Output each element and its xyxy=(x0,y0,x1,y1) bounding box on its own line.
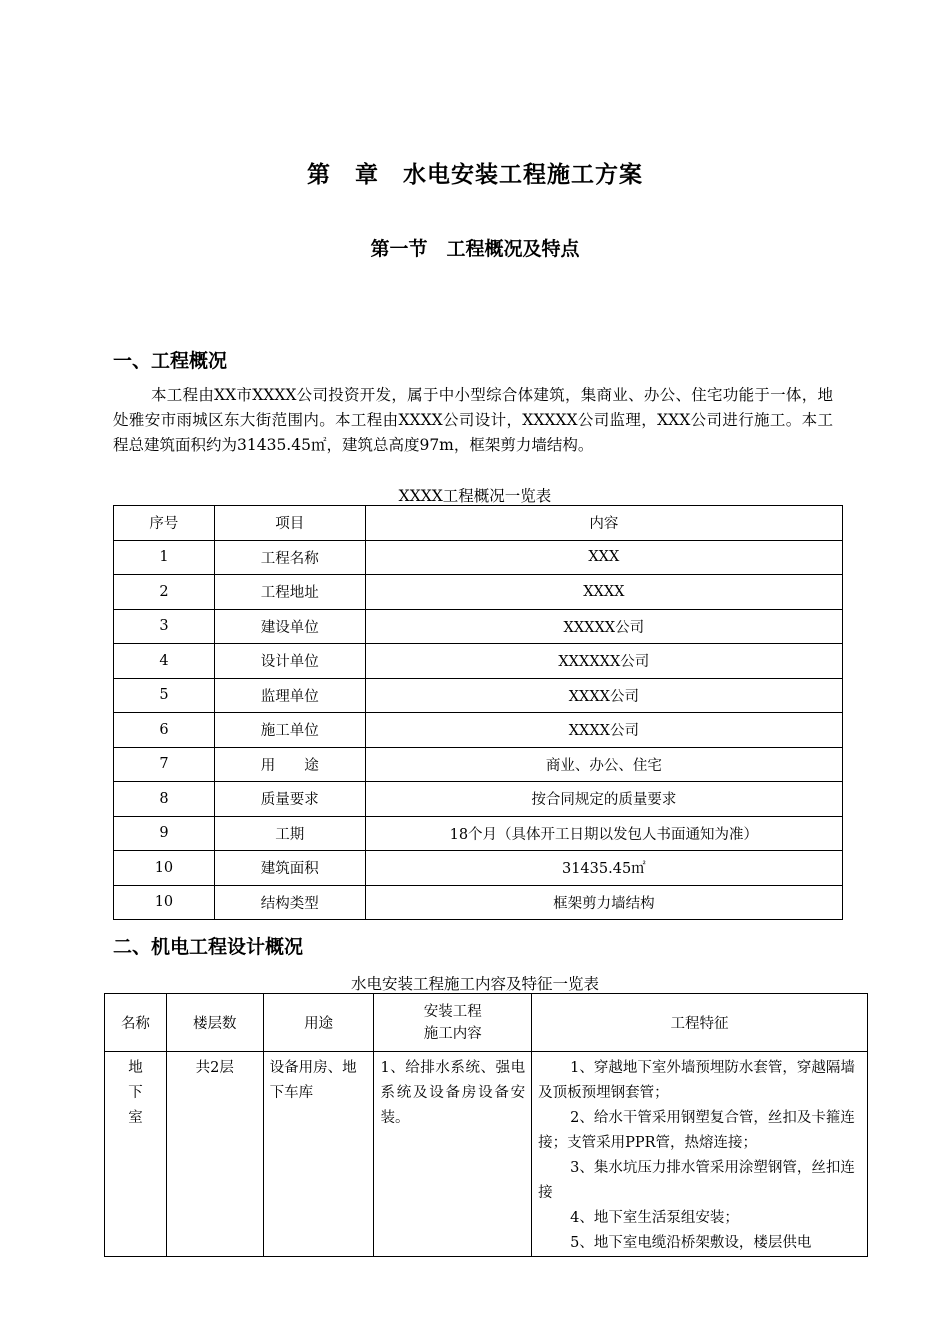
index-cell: 1 xyxy=(114,540,215,575)
item-cell: 工程名称 xyxy=(214,540,365,575)
table2-cell-name: 地 下 室 xyxy=(105,1052,167,1257)
index-cell: 9 xyxy=(114,816,215,851)
table-row xyxy=(114,747,843,782)
content-cell: 商业、办公、住宅 xyxy=(365,747,842,782)
table2-cell-floors: 共2层 xyxy=(166,1052,263,1257)
item-cell: 工期 xyxy=(214,816,365,851)
index-cell: 2 xyxy=(114,575,215,610)
table2-header-floors: 楼层数 xyxy=(166,994,263,1052)
item-cell: 施工单位 xyxy=(214,713,365,748)
table1-header-index-cell: 序号 xyxy=(114,506,215,541)
feature-line: 1、穿越地下室外墙预埋防水套管，穿越隔墙及顶板预埋钢套管； xyxy=(538,1060,855,1101)
heading-project-overview: 一、工程概况 xyxy=(113,350,228,372)
item-cell: 结构类型 xyxy=(214,885,365,920)
content-cell: XXXXX公司 xyxy=(365,609,842,644)
index-cell: 7 xyxy=(114,747,215,782)
table-row xyxy=(114,851,843,886)
item-cell: 质量要求 xyxy=(214,782,365,817)
table-row xyxy=(114,713,843,748)
table-row xyxy=(114,644,843,679)
feature-line: 5、地下室电缆沿桥架敷设，楼层供电 xyxy=(570,1235,812,1251)
table2-header-use: 用途 xyxy=(263,994,374,1052)
content-cell: XXXX公司 xyxy=(365,713,842,748)
index-cell: 6 xyxy=(114,713,215,748)
section-title: 第一节 工程概况及特点 xyxy=(370,238,580,260)
content-cell: XXXX公司 xyxy=(365,678,842,713)
item-cell: 工程地址 xyxy=(214,575,365,610)
feature-line: 2、给水干管采用钢塑复合管，丝扣及卡箍连接；支管采用PPR管，热熔连接； xyxy=(538,1110,855,1151)
table-row xyxy=(114,816,843,851)
index-cell: 5 xyxy=(114,678,215,713)
item-cell: 监理单位 xyxy=(214,678,365,713)
table1-header-row xyxy=(114,506,843,541)
content-cell: 31435.45㎡ xyxy=(365,851,842,886)
item-cell: 设计单位 xyxy=(214,644,365,679)
content-cell: 18个月（具体开工日期以发包人书面通知为准） xyxy=(365,816,842,851)
feature-line: 4、地下室生活泵组安装； xyxy=(570,1210,739,1226)
index-cell: 3 xyxy=(114,609,215,644)
table2-header-features: 工程特征 xyxy=(532,994,868,1052)
content-cell: 按合同规定的质量要求 xyxy=(365,782,842,817)
content-cell: XXXXXX公司 xyxy=(365,644,842,679)
index-cell: 8 xyxy=(114,782,215,817)
content-cell: XXXX xyxy=(365,575,842,610)
feature-line: 3、集水坑压力排水管采用涂塑钢管，丝扣连接 xyxy=(538,1160,855,1201)
chapter-title: 第 章 水电安装工程施工方案 xyxy=(307,161,643,188)
table2-header-name: 名称 xyxy=(105,994,167,1052)
table1-caption: XXXX工程概况一览表 xyxy=(398,487,552,505)
content-cell: 框架剪力墙结构 xyxy=(365,885,842,920)
index-cell: 4 xyxy=(114,644,215,679)
project-overview-table xyxy=(113,505,843,920)
table-row xyxy=(114,575,843,610)
item-cell: 建设单位 xyxy=(214,609,365,644)
table1-header-item-cell: 项目 xyxy=(214,506,365,541)
item-cell: 用 途 xyxy=(214,747,365,782)
table2-cell-features xyxy=(532,1052,868,1257)
table2-header-content: 安装工程 施工内容 xyxy=(374,994,532,1052)
table2-cell-content: 1、给排水系统、强电系统及设备房设备安装。 xyxy=(374,1052,532,1257)
table-row xyxy=(114,885,843,920)
table-row xyxy=(114,540,843,575)
intro-paragraph: 本工程由XX市XXXX公司投资开发，属于中小型综合体建筑，集商业、办公、住宅功能于一体，地处雅安市雨城区东大街范围内。本工程由XXXX公司设计，XXXXX公司监理，XXX公司进行施工。本工程总建筑面积约为31435.45㎡，建筑总高度97m，框架剪力墙结构。 xyxy=(113,386,833,454)
index-cell: 10 xyxy=(114,851,215,886)
table2-caption: 水电安装工程施工内容及特征一览表 xyxy=(350,975,599,993)
table-row xyxy=(114,782,843,817)
heading-mep-design: 二、机电工程设计概况 xyxy=(113,936,304,958)
table2-cell-use: 设备用房、地下车库 xyxy=(263,1052,374,1257)
item-cell: 建筑面积 xyxy=(214,851,365,886)
table-row xyxy=(114,609,843,644)
content-cell: XXX xyxy=(365,540,842,575)
installation-content-table xyxy=(104,993,868,1257)
table1-header-content-cell: 内容 xyxy=(365,506,842,541)
index-cell: 10 xyxy=(114,885,215,920)
table-row xyxy=(114,678,843,713)
